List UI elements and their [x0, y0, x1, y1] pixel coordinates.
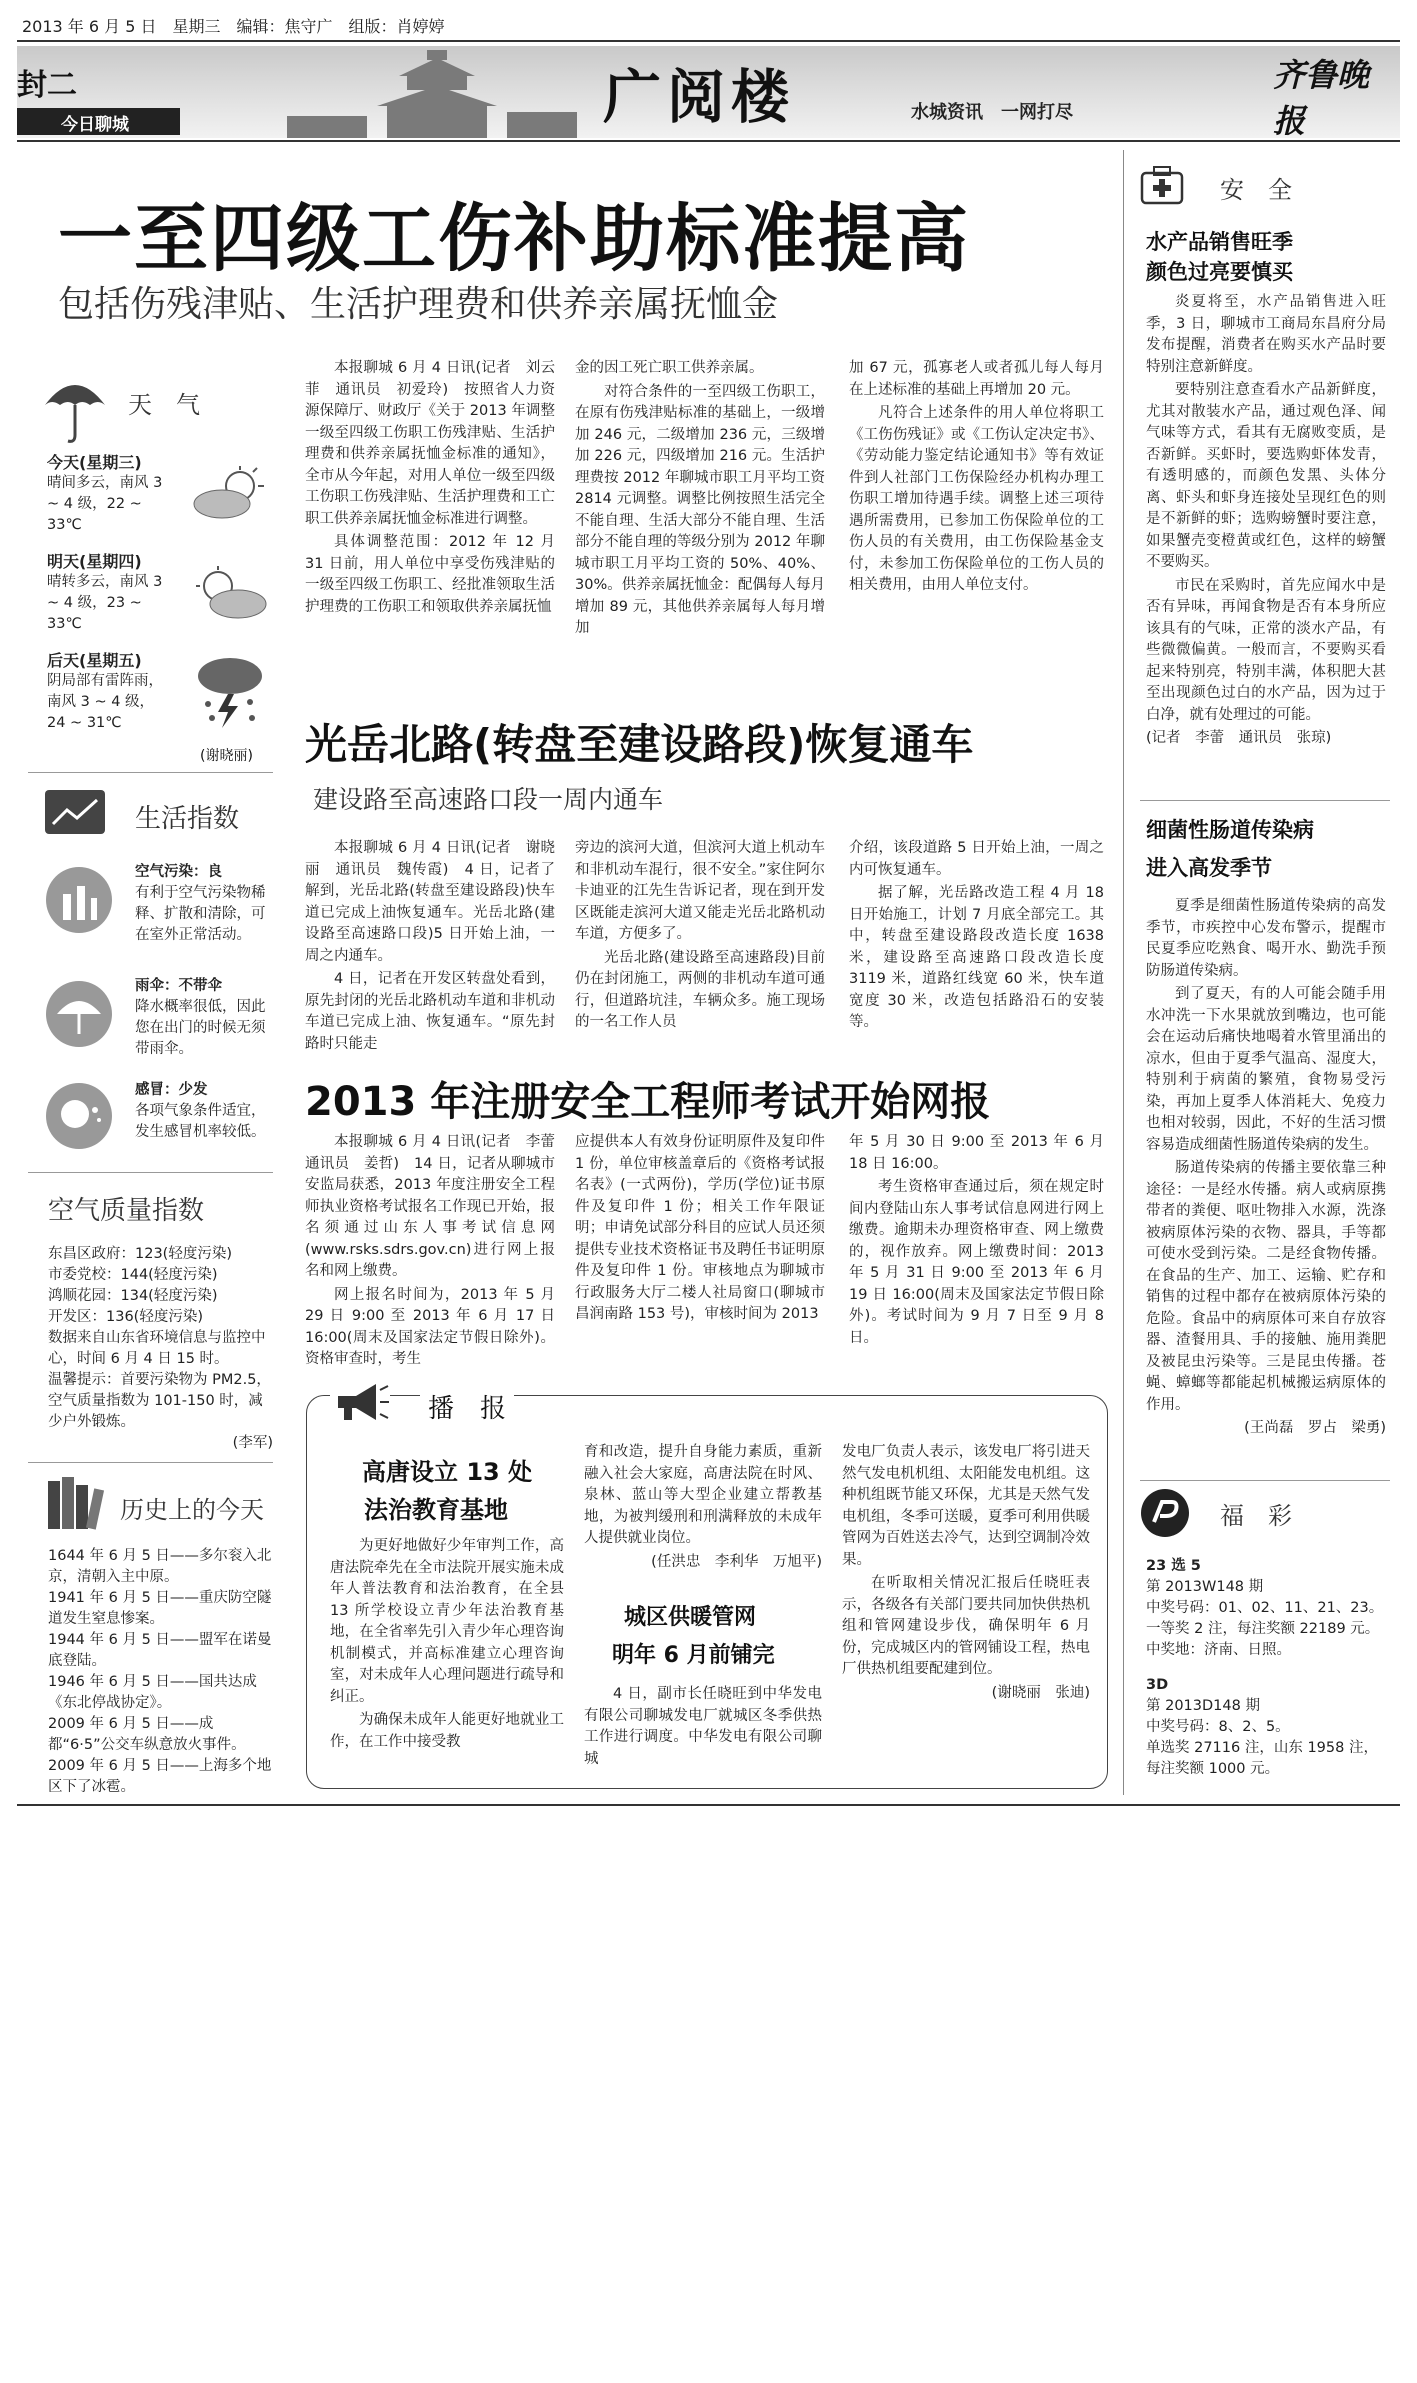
road-para: 光岳北路(建设路至高速路段)目前仍在封闭施工，两侧的非机动车道可通行，但道路坑洼，车辆众多。施工现场的一名工作人员: [575, 949, 825, 1030]
weather-day-desc: 阴局部有雷阵雨，南风 3 ~ 4 级，24 ~ 31℃: [47, 673, 163, 731]
brand-slogan: 水城资讯 一网打尽: [911, 102, 1073, 123]
road-para: 本报聊城 6 月 4 日讯(记者 谢晓丽 通讯员 魏传霞) 4 日，记者了解到，光岳北路(转盘至建设路段)快车道已完成上油恢复通车。光岳北路(建设路至高速路口段)5 日开始上油，一周之内通车。: [305, 840, 555, 964]
life-item-desc: 有利于空气污染物稀释、扩散和清除，可在室外正常活动。: [135, 885, 266, 943]
lead-para: 加 67 元，孤寡老人或者孤儿每人每月在上述标准的基础上再增加 20 元。: [849, 360, 1104, 398]
umbrella-icon: [45, 980, 113, 1048]
life-item-desc: 降水概率很低，因此您在出门的时候无须带雨伞。: [135, 999, 266, 1057]
lead-para: 本报聊城 6 月 4 日讯(记者 刘云菲 通讯员 初爱玲) 按照省人力资源保障厅、财政厅《关于 2013 年调整一级至四级工伤职工伤残津贴、生活护理费和供养亲属抚恤金标准的通知》，全市从今年起，对用人单位一级至四级工伤职工伤残津贴、生活护理费和工亡职工供养亲属抚恤金标准进行调整。: [305, 360, 555, 527]
megaphone-icon: [330, 1380, 390, 1424]
disease-credit: (王尚磊 罗占 梁勇): [1244, 1420, 1386, 1436]
air-line: 鸿顺花园：134(轻度污染): [48, 1288, 218, 1304]
road-para: 旁边的滨河大道，但滨河大道上机动车和非机动车混行，很不安全。”家住阿尔卡迪亚的江先生告诉记者，现在到开发区既能走滨河大道又能走光岳北路机动车道，方便多了。: [575, 840, 825, 942]
history-label: 历史上的今天: [120, 1496, 264, 1524]
road-col-1: [305, 838, 555, 1057]
road-para: 据了解，光岳路改造工程 4 月 18 日开始施工，计划 7 月底全部完工。其中，转盘至建设路段改造长度 1638 米，建设路至高速路口段改造长度 3119 米，道路红线宽 60 米，快车道宽度 30 米，改造包括路沿石的安装等。: [849, 885, 1104, 1030]
frame-bottom: [17, 1804, 1400, 1806]
weather-day-name: 后天(星期五): [47, 651, 142, 670]
right-divider: [1140, 1480, 1390, 1481]
broadcast-label: 播 报: [420, 1388, 514, 1425]
weather-label: 天 气: [128, 391, 200, 419]
exam-col-2: [575, 1132, 825, 1328]
sidebar-divider: [28, 1462, 273, 1463]
road-para: 介绍，该段道路 5 日开始上油，一周之内可恢复通车。: [849, 840, 1104, 878]
lead-col-1: [305, 358, 555, 620]
lottery-line: 中奖号码：01、02、11、21、23。: [1146, 1600, 1384, 1616]
history-list: [48, 1546, 273, 1798]
road-col-2: [575, 838, 825, 1036]
weather-credit: (谢晓丽): [200, 748, 253, 764]
weather-day-3: [47, 650, 172, 734]
cloud-sun-icon: [190, 466, 270, 522]
broadcast-para: 在听取相关情况汇报后任晓旺表示，各级各有关部门要共同加快供热机组和管网建设步伐，确保明年 6 月份，完成城区内的管网铺设工程，热电厂供热机组要配建到位。: [842, 1575, 1090, 1677]
history-line: 2009 年 6 月 5 日——上海多个地区下了冰雹。: [48, 1758, 272, 1795]
air-line: 东昌区政府：123(轻度污染): [48, 1246, 232, 1262]
first-aid-kit-icon: [1140, 165, 1184, 205]
safety-para: 要特别注意查看水产品新鲜度，尤其对散装水产品，通过观色泽、闻气味等方式，看其有无腐败变质，是否新鲜。买虾时，要选购虾体发青，有透明感的，而颜色发黑、头体分离、虾头和虾身连接处呈现红色的则是不新鲜的虾；选购螃蟹时要注意，如果蟹壳变橙黄或红色，这样的螃蟹不要购买。: [1146, 382, 1386, 570]
life-item-3: [135, 1080, 275, 1143]
books-icon: [46, 1475, 110, 1531]
top-date-line: 2013 年 6 月 5 日 星期三 编辑：焦守广 组版：肖婷婷: [22, 17, 445, 36]
lottery-line: 中奖地：济南、日照。: [1146, 1642, 1291, 1658]
disease-title-1: 细菌性肠道传染病: [1146, 818, 1314, 842]
broadcast-para: 为确保未成年人能更好地就业工作，在工作中接受教: [330, 1712, 564, 1750]
section-label: 封二: [17, 68, 77, 103]
broadcast-credit: (任洪忠 李利华 万旭平): [651, 1553, 822, 1570]
factory-icon: [45, 866, 113, 934]
umbrella-icon: [40, 365, 110, 445]
paper-logo: 齐鲁晚报: [1273, 56, 1370, 140]
broadcast-para: 发电厂负责人表示，该发电厂将引进天然气发电机机组、太阳能发电机组。这种机组既节能又环保，尤其是天然气发电机组，冬季可送暖，夏季可利用供暖管网为百姓送去冷气，达到空调制冷效果。: [842, 1444, 1090, 1568]
welfare-lottery-icon: [1140, 1488, 1190, 1538]
lead-col-2: [575, 358, 825, 642]
broadcast-story2-col-3: [842, 1442, 1090, 1706]
sneeze-face-icon: [45, 1082, 113, 1150]
lottery-label: 福 彩: [1220, 1502, 1292, 1530]
safety-para: 炎夏将至，水产品销售进入旺季，3 日，聊城市工商局东昌府分局发布提醒，消费者在购买水产品时要特别注意新鲜度。: [1146, 294, 1386, 375]
broadcast-story2-title-2: 明年 6 月前铺完: [612, 1643, 775, 1668]
disease-para: 夏季是细菌性肠道传染病的高发季节，市疾控中心发布警示，提醒市民夏季应吃熟食、喝开水、勤洗手预防肠道传染病。: [1146, 898, 1386, 979]
weather-day-desc: 晴转多云，南风 3 ~ 4 级，23 ~ 33℃: [47, 574, 163, 632]
history-line: 2009 年 6 月 5 日——成都“6·5”公交车纵意放火事件。: [48, 1716, 246, 1753]
life-item-1: [135, 862, 275, 946]
lottery-list: [1146, 1556, 1391, 1780]
top-rule: [17, 40, 1400, 42]
safety-para: 市民在采购时，首先应闻水中是否有异味，再闻食物是否有本身所应该具有的气味，正常的淡水产品，有些微微偏黄。一般而言，不要购买看起来特别亮，特别丰满，体积肥大甚至出现颜色过白的水产品，因为过于白净，就有处理过的可能。: [1146, 577, 1386, 723]
right-column-divider: [1123, 150, 1124, 1795]
history-line: 1946 年 6 月 5 日——国共达成《东北停战协定》。: [48, 1674, 257, 1711]
safety-credit: (记者 李蕾 通讯员 张琼): [1146, 730, 1332, 746]
weather-day-desc: 晴间多云，南风 3 ~ 4 级，22 ~ 33℃: [47, 475, 163, 533]
lead-subtitle: 包括伤残津贴、生活护理费和供养亲属抚恤金: [58, 284, 779, 325]
lead-col-3: [849, 358, 1104, 599]
broadcast-para: 4 日，副市长任晓旺到中华发电有限公司聊城发电厂就城区冬季供热工作进行调度。中华发电有限公司聊城: [584, 1686, 822, 1767]
broadcast-story1-title-2: 法治教育基地: [364, 1496, 508, 1524]
road-para: 4 日，记者在开发区转盘处看到，原先封闭的光岳北路机动车道和非机动车道已完成上油、恢复通车。“原先封路时只能走: [305, 971, 555, 1052]
life-item-title: 感冒：少发: [135, 1082, 208, 1098]
weather-day-name: 明天(星期四): [47, 552, 142, 571]
safety-label: 安 全: [1220, 176, 1292, 204]
lead-para: 凡符合上述条件的用人单位将职工《工伤伤残证》或《工伤认定决定书》、《劳动能力鉴定结论通知书》等有效证件到人社部门工伤保险经办机构办理工伤职工增加待遇手续。调整上述三项待遇所需费用，已参加工伤保险单位的工伤人员的有关费用，由工伤保险基金支付，未参加工伤保险单位的工伤人员的相关费用，由用人单位支付。: [849, 405, 1104, 593]
frame-top: [17, 140, 1400, 142]
air-line: 市委党校：144(轻度污染): [48, 1267, 218, 1283]
disease-para: 到了夏天，有的人可能会随手用水冲洗一下水果就放到嘴边，也可能会在运动后痛快地喝着水管里涌出的凉水，但由于夏季气温高、湿度大，特别利于病菌的繁殖，食物易受污染，再加上夏季人体消耗大、免疫力也相对较弱，因此，不好的生活习惯容易造成细菌性肠道传染病的发生。: [1146, 986, 1386, 1153]
safety-body: [1146, 292, 1386, 752]
masthead-banner: [17, 46, 1400, 138]
air-label: 空气质量指数: [48, 1196, 205, 1226]
lead-para: 对符合条件的一至四级工伤职工，在原有伤残津贴标准的基础上，一级增加 246 元，二级增加 236 元，三级增加 226 元，四级增加 216 元。生活护理费按 2012 年聊城市职工月平均工资 2814 元调整。调整比例按照生活完全不能自理、生活大部分不能自理、生活部分不能自理的等级分别为 2012 年聊城市职工月平均工资的 50%、40%、30%。供养亲属抚恤金：配偶每人每月增加 89 元，其他供养亲属每人每月增加: [575, 383, 825, 636]
life-item-title: 空气污染：良: [135, 864, 222, 880]
lottery-line: 3D: [1146, 1677, 1169, 1693]
lead-para: 具体调整范围：2012 年 12 月 31 日前，用人单位中享受伤残津贴的一级至四级工伤职工、经批准领取生活护理费的工伤职工和领取供养亲属抚恤: [305, 534, 555, 615]
lottery-line: 单选奖 27116 注，山东 1958 注，每注奖额 1000 元。: [1146, 1740, 1378, 1777]
broadcast-story1-col-1: [330, 1536, 564, 1755]
lottery-line: 一等奖 2 注，每注奖额 22189 元。: [1146, 1621, 1380, 1637]
air-line: 温馨提示：首要污染物为 PM2.5，空气质量指数为 101-150 时，减少户外锻炼。: [48, 1372, 271, 1430]
disease-title-2: 进入高发季节: [1146, 856, 1272, 880]
broadcast-story2-title-1: 城区供暖管网: [624, 1605, 757, 1630]
broadcast-story1-title-1: 高唐设立 13 处: [362, 1458, 533, 1486]
sidebar-divider: [28, 772, 273, 773]
weather-day-name: 今天(星期三): [47, 453, 142, 472]
cloud-sun-icon: [190, 566, 270, 622]
history-line: 1944 年 6 月 5 日——盟军在诺曼底登陆。: [48, 1632, 272, 1669]
weather-day-1: [47, 452, 172, 536]
exam-para: 网上报名时间为，2013 年 5 月 29 日 9:00 至 2013 年 6 月 17 日 16:00(周末及国家法定节假日除外)。资格审查时，考生: [305, 1286, 555, 1367]
disease-para: 肠道传染病的传播主要依靠三种途径：一是经水传播。病人或病原携带者的粪便、呕吐物排入水源，洗涤被病原体污染的衣物、器具，手等都可使水受到污染。二是经食物传播。在食品的生产、加工、运输、贮存和销售的过程中都存在被病原体污染的危险。食品中的病原体可来自存放容器、渣餐用具、手的接触、施用粪肥及被昆虫污染等。三是昆虫传播。苍蝇、蟑螂等都能起机械搬运病原体的作用。: [1146, 1160, 1386, 1413]
lottery-line: 第 2013W148 期: [1146, 1579, 1264, 1595]
road-subtitle: 建设路至高速路口段一周内通车: [313, 785, 664, 814]
broadcast-story1-col-2: [584, 1442, 822, 1575]
safety-title-2: 颜色过亮要慎买: [1146, 260, 1293, 284]
thunderstorm-icon: [190, 650, 270, 730]
air-credit: (李军): [232, 1435, 273, 1451]
exam-col-1: [305, 1132, 570, 1373]
section-sub: 今日聊城: [61, 115, 129, 135]
sidebar-divider: [28, 1172, 273, 1173]
road-title: 光岳北路(转盘至建设路段)恢复通车: [305, 720, 974, 769]
exam-para: 应提供本人有效身份证明原件及复印件 1 份，单位审核盖章后的《资格考试报名表》(一式两份)，学历(学位)证书原件及复印件 1 份；相关工作年限证明；申请免试部分科目的应试人员还须提供专业技术资格证书及聘任书证明原件及复印件 1 份。审核地点为聊城市行政服务大厅二楼人社局窗口(聊城市昌润南路 153 号)，审核时间为 2013: [575, 1134, 825, 1322]
disease-body: [1146, 896, 1386, 1442]
lead-title: 一至四级工伤补助标准提高: [58, 196, 970, 282]
safety-title-1: 水产品销售旺季: [1146, 230, 1293, 254]
lottery-line: 23 选 5: [1146, 1558, 1201, 1574]
chart-trend-icon: [45, 790, 105, 834]
exam-title: 2013 年注册安全工程师考试开始网报: [305, 1079, 991, 1125]
lottery-line: 中奖号码：8、2、5。: [1146, 1719, 1290, 1735]
exam-para: 年 5 月 30 日 9:00 至 2013 年 6 月 18 日 16:00。: [849, 1134, 1104, 1172]
broadcast-para: 为更好地做好少年审判工作，高唐法院牵先在全市法院开展实施未成年人普法教育和法治教育，在全县 13 所学校设立青少年法治教育基地，在全省率先引入青少年心理咨询机制模式，并高标准建立心理咨询室，对未成年人心理问题进行疏导和纠正。: [330, 1538, 564, 1705]
exam-para: 考生资格审查通过后，须在规定时间内登陆山东人事考试信息网进行网上缴费。逾期未办理资格审查、网上缴费的，视作放弃。网上缴费时间：2013 年 5 月 31 日 9:00 至 2013 年 6 月 19 日 16:00(周末及国家法定节假日除外)。考试时间为 9 月 7 日至 9 月 8 日。: [849, 1179, 1104, 1346]
brand-title: 广阅楼: [603, 63, 796, 131]
life-label: 生活指数: [135, 804, 240, 834]
weather-day-2: [47, 551, 172, 635]
lottery-line: 第 2013D148 期: [1146, 1698, 1260, 1714]
air-list: [48, 1244, 273, 1454]
history-line: 1941 年 6 月 5 日——重庆防空隧道发生窒息惨案。: [48, 1590, 272, 1627]
lead-para: 金的因工死亡职工供养亲属。: [575, 360, 764, 376]
right-divider: [1140, 800, 1390, 801]
skyline-icon: [267, 46, 597, 138]
life-item-desc: 各项气象条件适宜，发生感冒机率较低。: [135, 1103, 266, 1140]
air-line: 数据来自山东省环境信息与监控中心，时间 6 月 4 日 15 时。: [48, 1330, 266, 1367]
life-item-2: [135, 976, 275, 1060]
exam-col-3: [849, 1132, 1104, 1351]
exam-para: 本报聊城 6 月 4 日讯(记者 李蕾 通讯员 姜哲) 14 日，记者从聊城市安监局获悉，2013 年度注册安全工程师执业资格考试报名工作现已开始，报名须通过山东人事考试信息网(www.rsks.sdrs.gov.cn)进行网上报名和网上缴费。: [305, 1134, 570, 1279]
broadcast-para: 育和改造，提升自身能力素质，重新融入社会大家庭，高唐法院在时风、泉林、蓝山等大型企业建立帮教基地，为被判缓刑和刑满释放的未成年人提供就业岗位。: [584, 1444, 822, 1546]
broadcast-story2-col-2: [584, 1684, 822, 1772]
air-line: 开发区：136(轻度污染): [48, 1309, 203, 1325]
life-item-title: 雨伞：不带伞: [135, 978, 222, 994]
broadcast-credit: (谢晓丽 张迪): [991, 1684, 1090, 1701]
road-col-3: [849, 838, 1104, 1036]
history-line: 1644 年 6 月 5 日——多尔衮入北京，清朝入主中原。: [48, 1548, 272, 1585]
